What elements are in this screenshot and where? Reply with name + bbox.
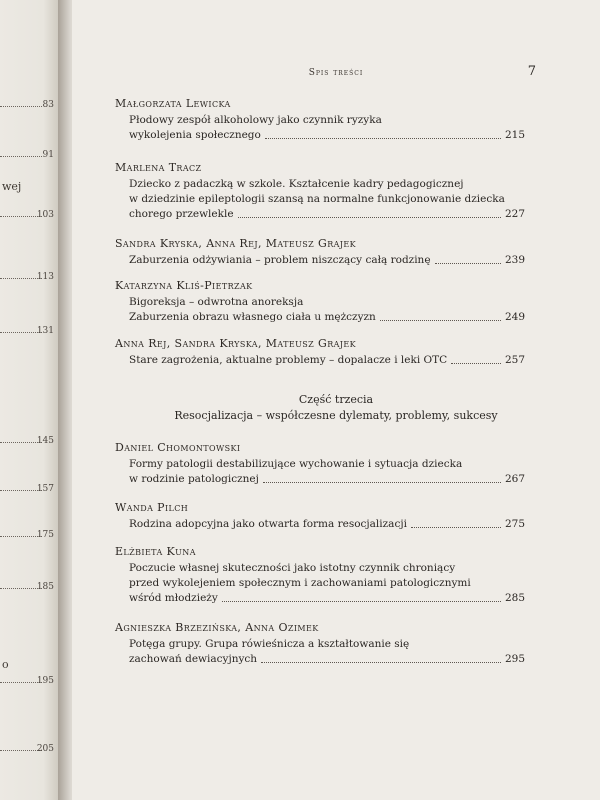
toc-entry xyxy=(115,440,525,487)
left-page-row xyxy=(0,480,58,494)
entry-page: 285 xyxy=(504,592,525,604)
part-heading xyxy=(72,392,600,424)
left-page-number: 91 xyxy=(42,150,54,160)
entry-page: 215 xyxy=(504,129,525,141)
entry-title-line: w dziedzinie epileptologii szansą na normalne funkcjonowanie dziecka xyxy=(129,193,505,205)
entry-title-last-line xyxy=(115,652,525,667)
dot-leader xyxy=(261,662,501,663)
entry-page: 249 xyxy=(504,311,525,323)
toc-entry xyxy=(115,544,525,606)
entry-page: 275 xyxy=(504,518,525,530)
toc-entry xyxy=(115,336,525,368)
left-page-row xyxy=(0,432,58,446)
entry-title-text: Zaburzenia odżywiania – problem niszczący całą rodzinę xyxy=(129,254,431,266)
entry-page: 227 xyxy=(504,208,525,220)
dot-leader xyxy=(265,138,501,139)
entry-page: 257 xyxy=(504,354,525,366)
entry-title-last-line xyxy=(115,207,525,222)
entry-title-last-line xyxy=(115,472,525,487)
entry-page: 295 xyxy=(504,653,525,665)
entry-page: 239 xyxy=(504,254,525,266)
left-page-row xyxy=(0,206,58,220)
entry-title-text: chorego przewlekle xyxy=(129,208,234,220)
left-page-row xyxy=(0,96,58,110)
entry-author: Wanda Pilch xyxy=(115,501,189,514)
left-page-number: 185 xyxy=(36,582,54,592)
left-page-row xyxy=(0,146,58,160)
entry-title-text: zachowań dewiacyjnych xyxy=(129,653,258,665)
dot-leader xyxy=(238,217,501,218)
entry-author: Elżbieta Kuna xyxy=(115,545,196,558)
part-title: Resocjalizacja – współczesne dylematy, problemy, sukcesy xyxy=(174,409,498,422)
entry-author: Daniel Chomontowski xyxy=(115,441,241,454)
entry-author: Anna Rej, Sandra Kryska, Mateusz Grajek xyxy=(115,337,357,350)
entry-title-last-line xyxy=(115,310,525,325)
left-page-number: 145 xyxy=(36,436,54,446)
left-page xyxy=(0,0,62,800)
entry-author: Marlena Tracz xyxy=(115,161,202,174)
entry-title-text: wykolejenia społecznego xyxy=(129,129,261,141)
entry-title-line: Płodowy zespół alkoholowy jako czynnik ryzyka xyxy=(129,114,382,126)
left-page-row xyxy=(0,268,58,282)
entry-page: 267 xyxy=(504,473,525,485)
left-page-number: 113 xyxy=(36,272,54,282)
entry-title-last-line xyxy=(115,591,525,606)
left-page-row xyxy=(0,672,58,686)
toc-entry xyxy=(115,500,525,532)
left-page-number: 103 xyxy=(36,210,54,220)
entry-title-text: w rodzinie patologicznej xyxy=(129,473,259,485)
entry-title-line: Formy patologii destabilizujące wychowanie i sytuacja dziecka xyxy=(129,458,463,470)
toc-entry xyxy=(115,96,525,143)
left-page-number: 83 xyxy=(42,100,54,110)
left-page-fragment-word: wej xyxy=(2,180,22,193)
entry-title-text: Rodzina adopcyjna jako otwarta forma resocjalizacji xyxy=(129,518,407,530)
dot-leader xyxy=(263,482,501,483)
dot-leader xyxy=(451,363,501,364)
entry-title-line: Dziecko z padaczką w szkole. Kształcenie kadry pedagogicznej xyxy=(129,178,464,190)
toc-entry xyxy=(115,620,525,667)
left-page-row xyxy=(0,578,58,592)
entry-title-text: Zaburzenia obrazu własnego ciała u mężczyzn xyxy=(129,311,376,323)
entry-title-line: przed wykolejeniem społecznym i zachowaniami patologicznymi xyxy=(129,577,471,589)
entry-author: Małgorzata Lewicka xyxy=(115,97,231,110)
page-number: 7 xyxy=(527,64,536,79)
right-page xyxy=(72,0,600,800)
entry-title-text: wśród młodzieży xyxy=(129,592,218,604)
entry-title-last-line xyxy=(115,353,525,368)
entry-title-text: Stare zagrożenia, aktualne problemy – dopalacze i leki OTC xyxy=(129,354,448,366)
toc-entry xyxy=(115,278,525,325)
dot-leader xyxy=(222,601,501,602)
left-page-number: 157 xyxy=(36,484,54,494)
left-page-number: 131 xyxy=(36,326,54,336)
part-label: Część trzecia xyxy=(298,393,374,406)
left-page-row xyxy=(0,322,58,336)
dot-leader xyxy=(411,527,501,528)
entry-title-line: Bigoreksja – odwrotna anoreksja xyxy=(129,296,304,308)
entry-author: Sandra Kryska, Anna Rej, Mateusz Grajek xyxy=(115,237,357,250)
left-page-number: 195 xyxy=(36,676,54,686)
entry-author: Katarzyna Kliś-Pietrzak xyxy=(115,279,253,292)
dot-leader xyxy=(380,320,501,321)
entry-title-last-line xyxy=(115,253,525,268)
toc-entry xyxy=(115,160,525,222)
left-page-number: 205 xyxy=(36,744,54,754)
left-page-row xyxy=(0,740,58,754)
entry-author: Agnieszka Brzezińska, Anna Ozimek xyxy=(115,621,319,634)
entry-title-line: Poczucie własnej skuteczności jako istotny czynnik chroniący xyxy=(129,562,456,574)
entry-title-last-line xyxy=(115,128,525,143)
left-page-fragment-letter: o xyxy=(2,658,9,671)
entry-title-line: Potęga grupy. Grupa rówieśnicza a kształtowanie się xyxy=(129,638,410,650)
left-page-number: 175 xyxy=(36,530,54,540)
entry-title-last-line xyxy=(115,517,525,532)
toc-entry xyxy=(115,236,525,268)
left-page-row xyxy=(0,526,58,540)
dot-leader xyxy=(435,263,501,264)
running-head: Spis treści xyxy=(308,68,364,78)
